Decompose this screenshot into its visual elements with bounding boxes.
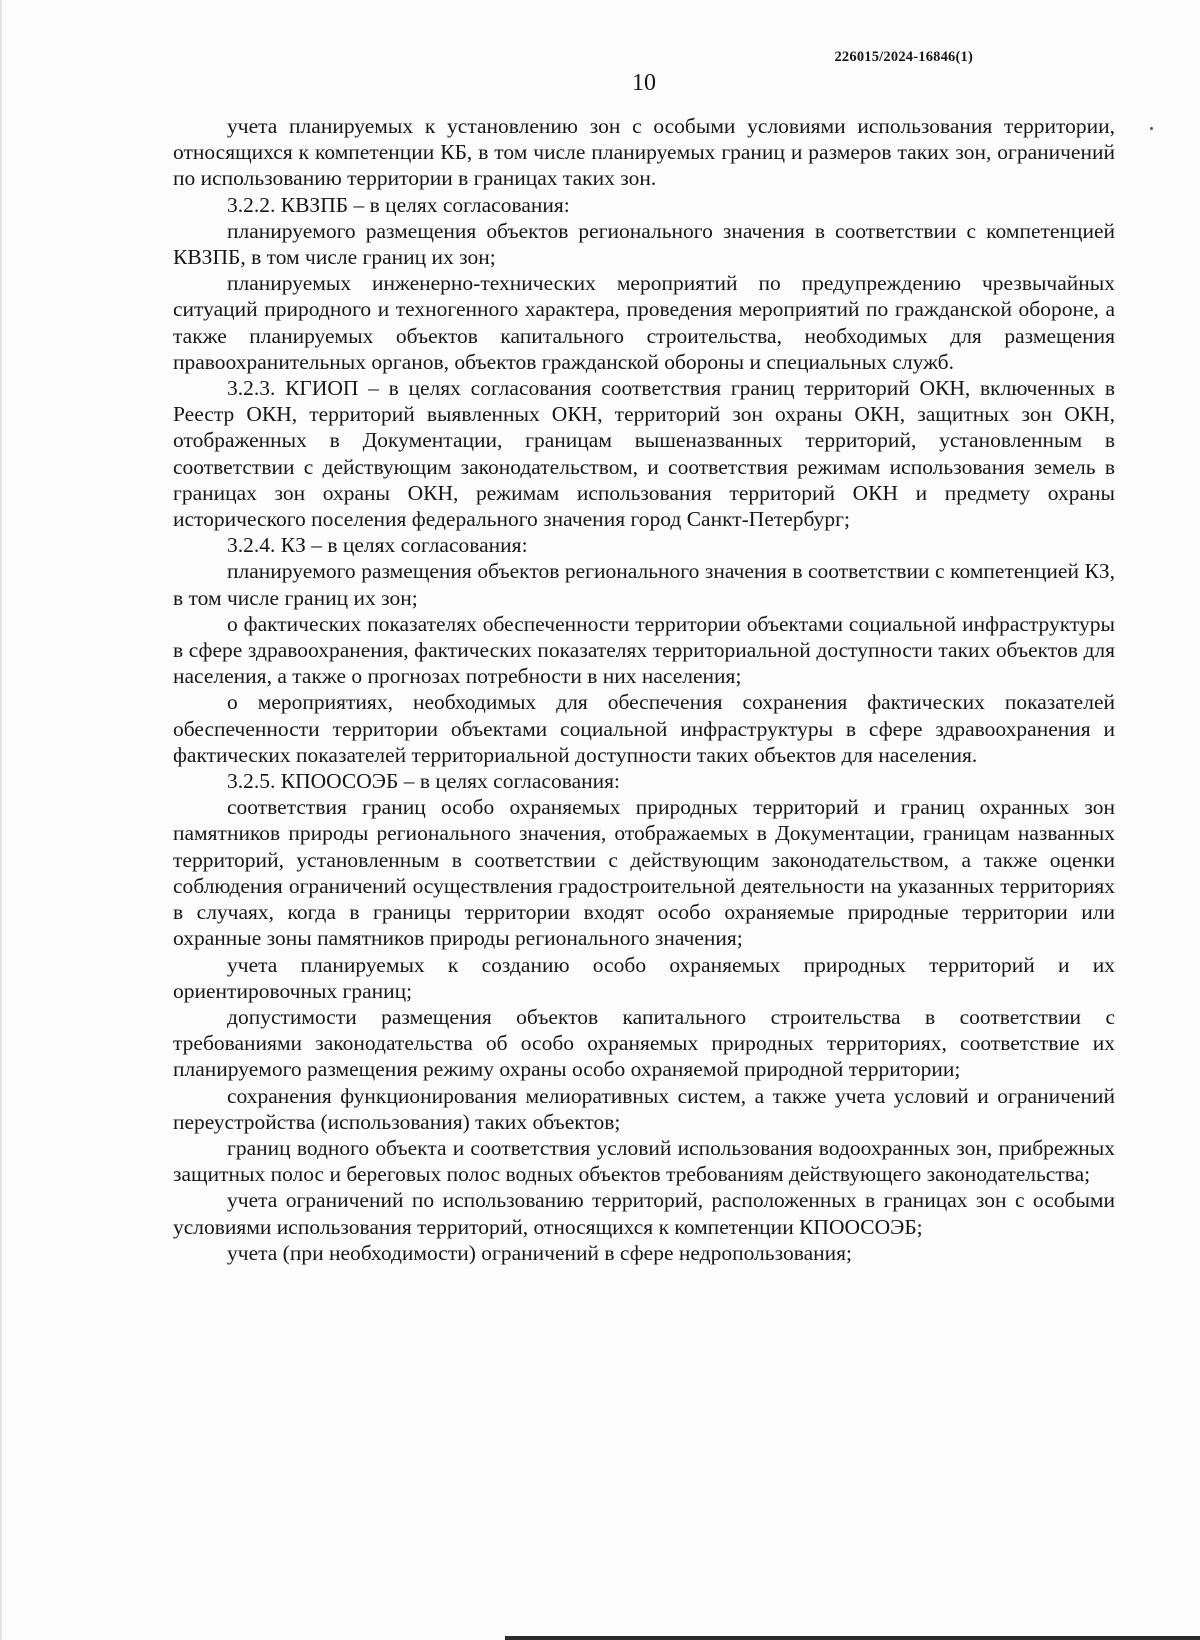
section-item-3-2-5: 3.2.5. КПООСОЭБ – в целях согласования: <box>227 769 621 794</box>
paragraph: о фактических показателях обеспеченности территории объектами социальной инфраструктуры в сфере здравоохранения, фактических показателях территориальной доступности таких объектов для населения, а также о прогнозах потребности в них населения; <box>173 611 1115 689</box>
section-item-3-2-4: 3.2.4. КЗ – в целях согласования: <box>227 533 528 558</box>
paragraph: планируемого размещения объектов регионального значения в соответствии с компетенцией КВЗПБ, в том числе границ их зон; <box>173 218 1115 270</box>
paragraph: о мероприятиях, необходимых для обеспечения сохранения фактических показателей обеспеченности территории объектами социальной инфраструктуры в сфере здравоохранения и фактических показателей территориальной доступности таких объектов для населения. <box>173 690 1115 767</box>
paragraph: допустимости размещения объектов капитального строительства в соответствии с требованиями законодательства об особо охраняемых природных территориях, соответствие их планируемого размещения режиму охраны особо охраняемой природной территории; <box>173 1004 1115 1082</box>
paragraph: соответствия границ особо охраняемых природных территорий и границ охранных зон памятников природы регионального значения, отображаемых в Документации, границам названных территорий, установленным в соответствии с действующим законодательством, а также оценки соблюдения ограничений осуществления градостроительной деятельности на указанных территориях в случаях, когда в границы территории входят особо охраняемые природные территории или охранные зоны памятников природы регионального значения; <box>173 795 1115 951</box>
scan-edge-left <box>0 0 2 1640</box>
paragraph: учета (при необходимости) ограничений в сфере недропользования; <box>227 1240 852 1265</box>
section-item-3-2-2: 3.2.2. КВЗПБ – в целях согласования: <box>227 192 570 217</box>
paragraph: учета ограничений по использованию территорий, расположенных в границах зон с особыми условиями использования территорий, относящихся к компетенции КПООСОЭБ; <box>173 1188 1115 1239</box>
paragraph: учета планируемых к созданию особо охраняемых природных территорий и их ориентировочных границ; <box>173 952 1115 1003</box>
paragraph: сохранения функционирования мелиоративных систем, а также учета условий и ограничений переустройства (использования) таких объектов; <box>173 1083 1115 1134</box>
paragraph: планируемого размещения объектов регионального значения в соответствии с компетенцией КЗ, в том числе границ их зон; <box>173 559 1115 610</box>
document-body <box>173 113 1115 1266</box>
scan-speck <box>1150 127 1153 130</box>
scan-edge-bottom <box>505 1636 1200 1640</box>
paragraph: планируемых инженерно-технических мероприятий по предупреждению чрезвычайных ситуаций природного и техногенного характера, проведения мероприятий по гражданской обороне, а также планируемых объектов капитального строительства, необходимых для размещения правоохранительных органов, объектов гражданской обороны и специальных служб. <box>173 271 1115 374</box>
section-item-3-2-3: 3.2.3. КГИОП – в целях согласования соответствия границ территорий ОКН, включенных в Реестр ОКН, территорий выявленных ОКН, территорий зон охраны ОКН, защитных зон ОКН, отображенных в Документации, границам вышеназванных территорий, установленным в соответствии с действующим законодательством, и соответствия режимам использования земель в границах зон охраны ОКН, режимам использования территорий ОКН и предмету охраны исторического поселения федерального значения город Санкт-Петербург; <box>173 376 1115 532</box>
page-number: 10 <box>632 70 656 96</box>
document-number: 226015/2024-16846(1) <box>834 49 973 65</box>
paragraph: границ водного объекта и соответствия условий использования водоохранных зон, прибрежных защитных полос и береговых полос водных объектов требованиям действующего законодательства; <box>173 1135 1115 1187</box>
paragraph: учета планируемых к установлению зон с особыми условиями использования территории, относящихся к компетенции КБ, в том числе планируемых границ и размеров таких зон, ограничений по использованию территории в границах таких зон. <box>173 114 1115 191</box>
